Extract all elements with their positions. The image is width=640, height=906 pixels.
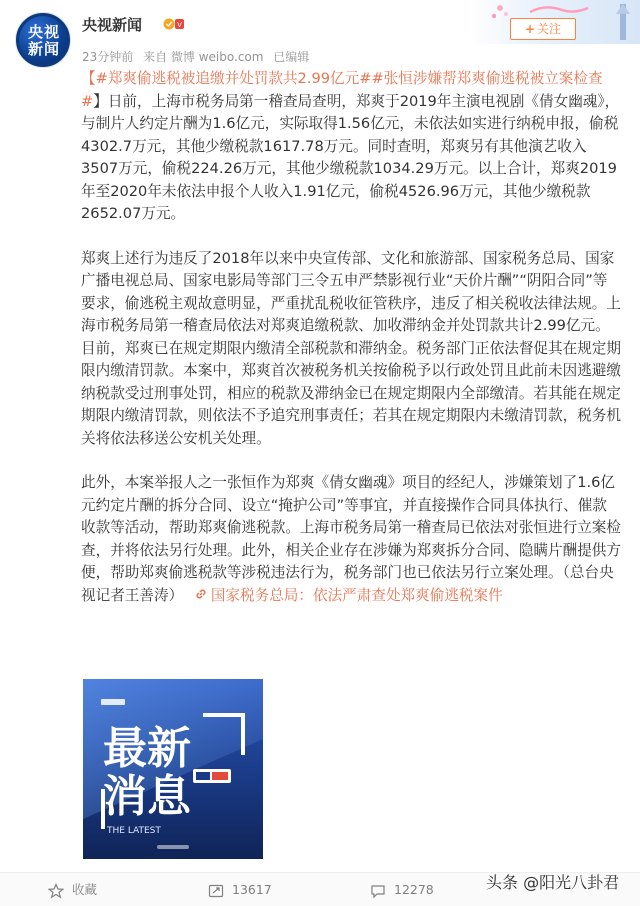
post-content [81, 68, 621, 607]
repost-icon [208, 883, 224, 899]
svg-text:V: V [177, 21, 182, 29]
post-time[interactable]: 23分钟前 [82, 50, 134, 64]
comment-count: 12278 [394, 882, 434, 897]
comment-icon [370, 883, 386, 899]
post-source[interactable]: 来自 微博 weibo.com [143, 50, 264, 64]
vip-badge-icon [163, 15, 185, 32]
follow-button-label: 关注 [537, 22, 562, 36]
repost-button[interactable] [208, 873, 298, 906]
paragraph-3-body: 此外，本案举报人之一张恒作为郑爽《倩女幽魂》项目的经纪人，涉嫌策划了1.6亿元约定片酬的拆分合同、设立“掩护公司”等事宜，并直接操作合同具体执行、催款收款等活动，帮助郑爽偷逃税款。上海市税务局第一稽查局已依法对张恒进行立案检查，并将依法另行处理。此外，相关企业存在涉嫌为郑爽拆分合同、隐瞒片酬提供方便，帮助郑爽偷逃税款等涉税违法行为，税务部门也已依法另行立案处理。（总台央视记者王善涛） [81, 474, 621, 604]
post-edited[interactable]: 已编辑 [273, 50, 310, 64]
avatar-text-line2: 新闻 [27, 40, 60, 58]
post-paragraph-1 [81, 68, 621, 226]
headline-line1: 最新 [103, 723, 191, 774]
paragraph-1-body: 】日前，上海市税务局第一稽查局查明，郑爽于2019年主演电视剧《倩女幽魂》，与制片人约定片酬为1.6亿元，实际取得1.56亿元，未依法如实进行纳税申报，偷税4302.7万元，其他少缴税款1617.78万元。同时查明，郑爽另有其他演艺收入3507万元，偷税224.26万元，其他少缴税款1034.29万元。以上合计，郑爽2019年至2020年未依法申报个人收入1.91亿元，偷税4526.96万元，其他少缴税款2652.07万元。 [81, 92, 620, 222]
follow-button[interactable] [510, 18, 576, 40]
avatar-text-line1: 央视 [27, 23, 60, 41]
favorite-button[interactable] [48, 873, 138, 906]
post-paragraph-3 [81, 472, 621, 607]
post-image[interactable] [83, 679, 263, 859]
repost-count: 13617 [232, 882, 272, 897]
account-name[interactable]: 央视新闻 [82, 16, 143, 34]
avatar[interactable] [15, 12, 71, 68]
plus-icon: + [524, 22, 536, 36]
hashtag-link-1[interactable]: 【#郑爽偷逃税被追缴并处罚款共2.99亿元# [81, 70, 372, 87]
watermark: 头条 @阳光八卦君 [486, 873, 620, 892]
link-icon [194, 587, 208, 601]
hashtag-link-2[interactable]: #张恒涉嫌帮郑爽偷逃税被立案检查# [81, 70, 603, 110]
post-meta [82, 48, 315, 65]
article-link[interactable]: 国家税务总局：依法严肃查处郑爽偷逃税案件 [210, 586, 503, 604]
image-subtitle: THE LATEST [107, 826, 161, 836]
favorite-label: 收藏 [72, 882, 98, 897]
latest-news-graphic [83, 679, 263, 859]
comment-button[interactable] [370, 873, 460, 906]
post-paragraph-2: 郑爽上述行为违反了2018年以来中央宣传部、文化和旅游部、国家税务总局、国家广播电视总局、国家电影局等部门三令五申严禁影视行业“天价片酬”“阴阳合同”等要求，偷逃税主观故意明显，严重扰乱税收征管秩序，违反了相关税收法律法规。上海市税务局第一稽查局依法对郑爽追缴税款、加收滞纳金并处罚款共计2.99亿元。目前，郑爽已在规定期限内缴清全部税款和滞纳金。税务部门正依法督促其在规定期限内缴清罚款。本案中，郑爽首次被税务机关按偷税予以行政处罚且此前未因逃避缴纳税款受过刑事处罚，相应的税款及滞纳金已在规定期限内全部缴清。若其能在规定期限内缴清罚款，则依法不予追究刑事责任；若其在规定期限内未缴清罚款，税务机关将依法移送公安机关处理。 [81, 249, 621, 447]
star-icon [48, 883, 64, 899]
post-header [0, 0, 640, 70]
headline-line2: 消息 [103, 771, 191, 822]
